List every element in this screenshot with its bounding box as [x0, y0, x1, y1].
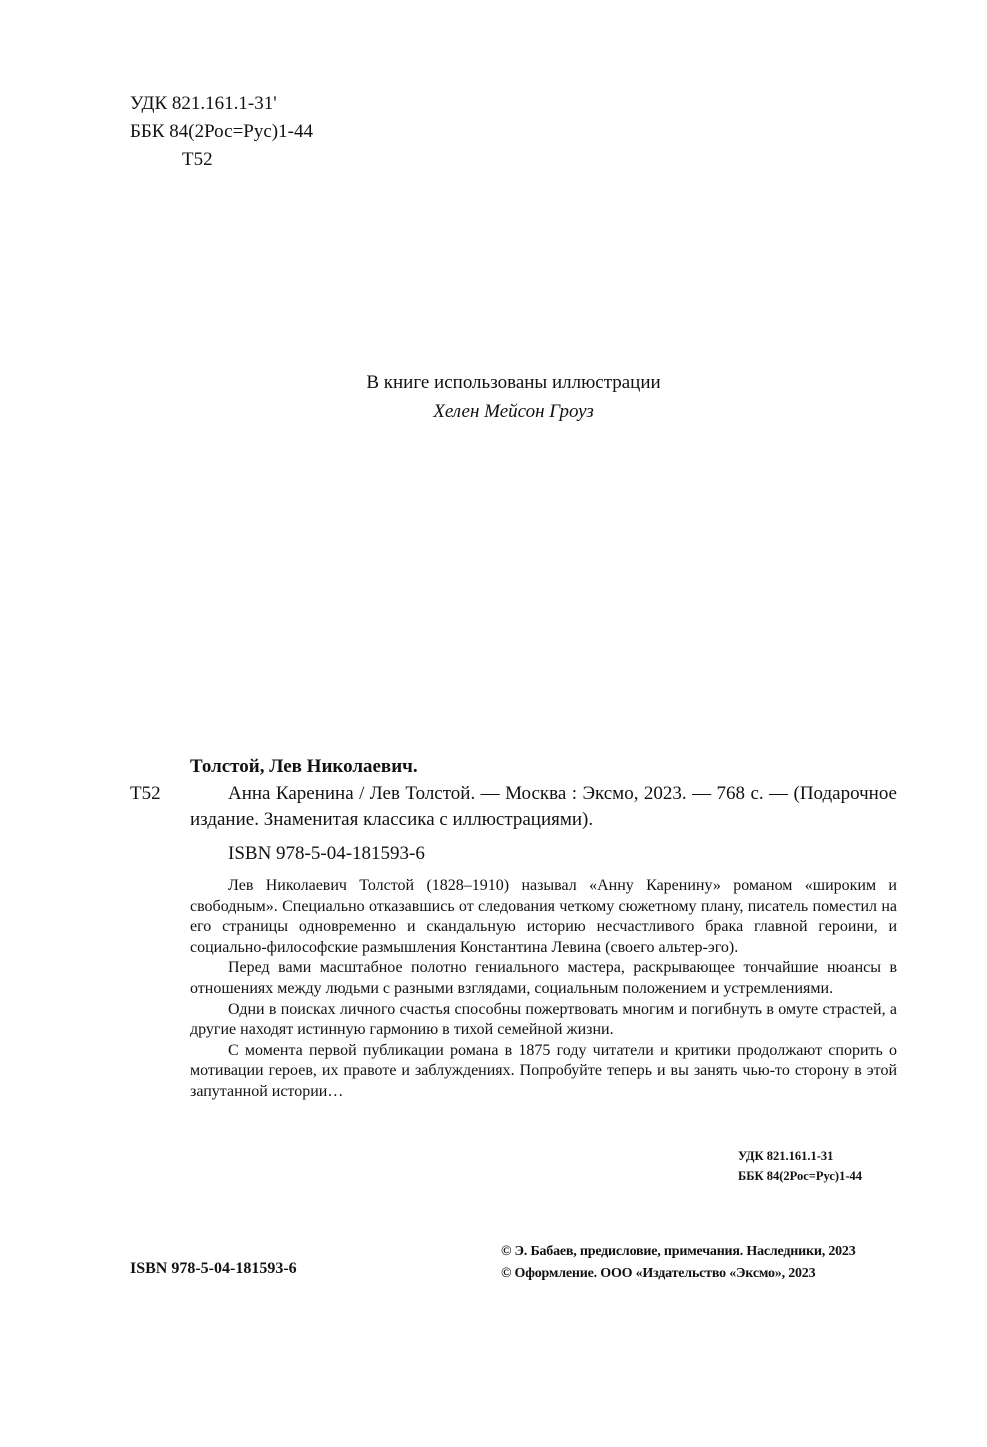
bbk-code: ББК 84(2Рос=Рус)1-44	[130, 121, 313, 142]
udk-code-bottom: УДК 821.161.1-31	[738, 1149, 834, 1163]
author-mark: Т52	[182, 149, 213, 170]
bibliographic-description: Анна Каренина / Лев Толстой. — Москва : Эксмо, 2023. — 768 с. — (Подарочное издание. Знаменитая классика с иллюстрациями).	[190, 783, 897, 830]
udk-code: УДК 821.161.1-31'	[130, 93, 277, 114]
annotation-paragraph: Одни в поисках личного счастья способны пожертвовать многим и погибнуть в омуте страстей, а другие находят истинную гармонию в тихой семейной жизни.	[190, 1000, 897, 1039]
annotation-paragraph: С момента первой публикации романа в 1875 году читатели и критики продолжают спорить о мотивации героев, их правоте и заблуждениях. Попробуйте теперь и вы занять чью-то сторону в этой запутанной истории…	[190, 1041, 897, 1100]
copyright-line: © Э. Бабаев, предисловие, примечания. Наследники, 2023	[501, 1244, 856, 1259]
illustrator-name: Хелен Мейсон Гроуз	[433, 401, 594, 422]
copyright-block	[501, 1241, 856, 1285]
copyright-line: © Оформление. ООО «Издательство «Эксмо», 2023	[501, 1266, 816, 1281]
annotation-paragraph: Лев Николаевич Толстой (1828–1910) называл «Анну Каренину» романом «широким и свободным». Специально отказавшись от следования четкому сюжетному плану, писатель поместил на его страницы одновременно и скандальную историю несчастливого брака главной героини, и социально-философские размышления Константина Левина (своего альтер-эго).	[190, 877, 897, 956]
classification-block	[130, 90, 313, 174]
isbn-main: ISBN 978-5-04-181593-6	[228, 843, 425, 864]
illustrations-credit	[0, 368, 987, 426]
annotation	[190, 876, 897, 1103]
classification-bottom	[738, 1146, 862, 1186]
annotation-paragraph: Перед вами масштабное полотно гениального мастера, раскрывающее тончайшие нюансы в отношениях между людьми с разными взглядами, социальным положением и устремлениями.	[190, 959, 897, 997]
illustrations-line: В книге использованы иллюстрации	[366, 372, 661, 393]
isbn-bottom: ISBN 978-5-04-181593-6	[130, 1260, 297, 1277]
bbk-code-bottom: ББК 84(2Рос=Рус)1-44	[738, 1169, 862, 1183]
author-heading: Толстой, Лев Николаевич.	[190, 756, 418, 777]
author-mark-left: Т52	[130, 783, 161, 804]
